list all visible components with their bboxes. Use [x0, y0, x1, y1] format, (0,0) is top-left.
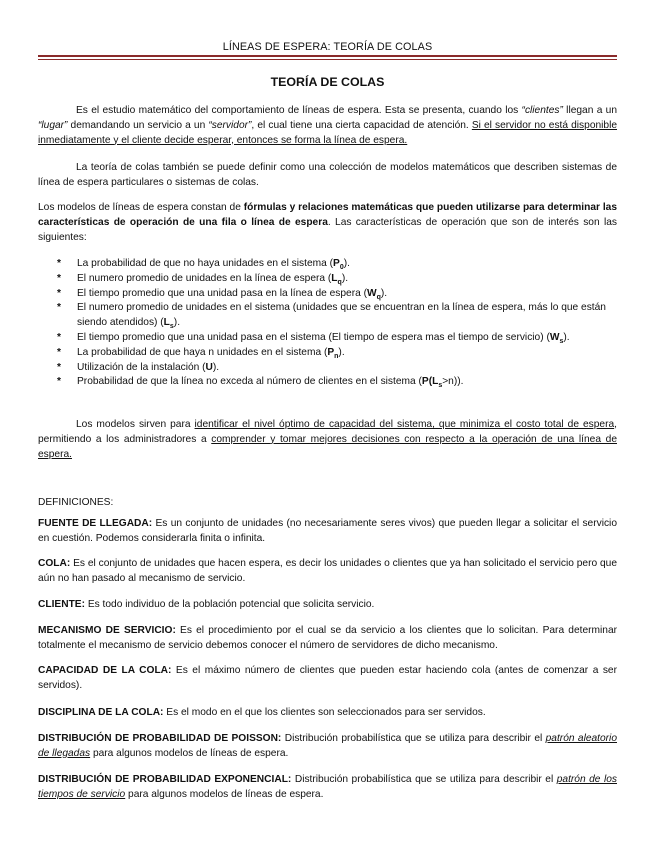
- definition-item: [38, 517, 617, 547]
- symbol: [163, 317, 174, 331]
- text-run: llegan a un: [562, 105, 617, 116]
- symbol: [327, 347, 338, 358]
- symbol-main: L: [163, 317, 170, 329]
- symbol-subscript: s: [169, 323, 174, 331]
- text-run: Es el estudio matemático del comportamiento de líneas de espera. Esta se presenta, cuando los: [76, 105, 522, 116]
- definition-item: [38, 624, 617, 654]
- models-paragraph: [38, 201, 617, 245]
- text-run: , permitiendo a los administradores a: [38, 419, 618, 445]
- list-item: [38, 331, 617, 346]
- definition-text: Es un conjunto de unidades (no necesariamente seres vivos) que pueden llegar a solicitar el servicio en cuestión. Podemos considerarla finita o infinita.: [38, 518, 617, 544]
- symbol-main: P(L: [421, 376, 439, 388]
- list-item: [38, 346, 617, 361]
- symbol: [331, 273, 342, 284]
- symbol-subscript: s: [559, 338, 564, 346]
- list-item: [38, 257, 617, 272]
- item-tail: ).: [212, 361, 220, 373]
- item-tail: ).: [173, 317, 181, 329]
- symbol-subscript: n: [334, 352, 339, 360]
- definition-item: [38, 706, 617, 721]
- item-tail: ).: [563, 331, 570, 343]
- bullet-marker: *: [57, 346, 61, 358]
- characteristics-list: [38, 257, 617, 390]
- definition-term: CAPACIDAD DE LA COLA:: [38, 665, 172, 676]
- symbol-main: L: [331, 272, 338, 284]
- intro-paragraph: [38, 104, 617, 148]
- underlined-text: identificar el nivel óptimo de capacidad del sistema, que minimiza el costo total de espera: [194, 419, 615, 430]
- definition-item: [38, 664, 617, 694]
- symbol: [367, 288, 381, 299]
- page-title: TEORÍA DE COLAS: [270, 75, 385, 89]
- definition-item: [38, 773, 617, 803]
- bullet-marker: *: [57, 361, 61, 373]
- item-tail: ).: [380, 287, 388, 299]
- bullet-marker: *: [57, 376, 61, 388]
- definition-link: patrón aleatorio de llegadas: [38, 733, 617, 759]
- symbol-subscript: q: [376, 293, 381, 301]
- definition-term: DISCIPLINA DE LA COLA:: [38, 707, 164, 718]
- definitions-heading: DEFINICIONES:: [38, 497, 114, 508]
- item-tail: ).: [341, 272, 349, 284]
- definition-item: [38, 557, 617, 587]
- item-text: El numero promedio de unidades en el sistema (unidades que se encuentran en la línea de espera, más lo que están siendo atendidos) (: [77, 302, 606, 329]
- symbol-main: P: [333, 258, 340, 269]
- list-item: [38, 375, 617, 390]
- term-lugar: “lugar”: [38, 119, 68, 131]
- definition-text: Es el procedimiento por el cual se da servicio a los clientes que lo solicitan. Para determinar totalmente el mecanismo de servicio debemos conocer el número de servidores de dicho mecanismo.: [38, 625, 618, 651]
- list-item: [38, 361, 617, 376]
- header-rule-thin: [38, 59, 617, 60]
- definition-text: Es el máximo número de clientes que pueden estar haciendo cola (antes de comenzar a ser servidos).: [38, 665, 617, 691]
- symbol-subscript: s: [438, 382, 443, 390]
- term-servidor: “servidor”: [208, 119, 252, 131]
- item-text: La probabilidad de que haya n unidades en el sistema (: [77, 346, 328, 358]
- symbol: [421, 376, 443, 390]
- header-rule-thick: [38, 55, 617, 57]
- definition-term: COLA:: [38, 558, 71, 569]
- text-run: . Las características de operación que son de interés son las siguientes:: [38, 216, 617, 243]
- symbol-main: P: [327, 346, 335, 358]
- definition-text: Es el conjunto de unidades que hacen espera, es decir los unidades o clientes que ya han solicitado el servicio pero que aún no han pasado al mecanismo de servicio.: [38, 558, 617, 584]
- symbol: [549, 331, 564, 346]
- item-text: El tiempo promedio que una unidad pasa en la línea de espera (: [77, 287, 367, 299]
- definition-text: Distribución probabilística que se utiliza para describir el: [291, 774, 557, 785]
- bullet-marker: *: [57, 331, 61, 343]
- item-text: Utilización de la instalación (: [77, 361, 206, 373]
- definition-text: Distribución probabilística que se utiliza para describir el: [281, 733, 546, 744]
- definition-text: Es todo individuo de la población potencial que solicita servicio.: [84, 599, 375, 610]
- definition-item: [38, 598, 617, 613]
- symbol: [206, 362, 213, 373]
- definition-term: MECANISMO DE SERVICIO:: [38, 625, 176, 636]
- definition-paragraph: La teoría de colas también se puede definir como una colección de modelos matemáticos que describen sistemas de línea de espera particulares o sistemas de colas.: [38, 162, 617, 188]
- item-tail: ).: [343, 258, 350, 269]
- item-text: La probabilidad de que no haya unidades en el sistema (: [77, 258, 334, 269]
- underlined-text: comprender y tomar mejores decisiones con respecto a la operación de una línea de espera.: [38, 433, 617, 460]
- definition-term: DISTRIBUCIÓN DE PROBABILIDAD DE POISSON:: [38, 733, 282, 744]
- text-run: Los modelos sirven para: [76, 419, 195, 430]
- symbol: [333, 258, 344, 272]
- definition-text: Es el modo en el que los clientes son seleccionados para ser servidos.: [163, 707, 486, 718]
- text-run: Los modelos de líneas de espera constan de: [38, 202, 244, 213]
- definition-term: DISTRIBUCIÓN DE PROBABILIDAD EXPONENCIAL:: [38, 774, 292, 785]
- text-run: demandando un servicio a un: [67, 119, 209, 131]
- item-tail: >n)).: [442, 376, 464, 388]
- symbol-subscript: q: [337, 278, 342, 286]
- item-text: Probabilidad de que la línea no exceda al número de clientes en el sistema (: [77, 376, 422, 388]
- definition-text: para algunos modelos de líneas de espera.: [90, 747, 289, 759]
- list-item: [38, 301, 617, 331]
- symbol-subscript: 0: [339, 264, 344, 272]
- definition-term: CLIENTE:: [38, 599, 85, 610]
- underlined-text: Si el servidor no está disponible inmediatamente y el cliente decide esperar, entonces se forma la línea de espera.: [38, 119, 618, 146]
- definition-link: patrón de los tiempos de servicio: [38, 774, 617, 800]
- term-clientes: “clientes”: [521, 105, 563, 116]
- running-header: LÍNEAS DE ESPERA: TEORÍA DE COLAS: [222, 41, 433, 53]
- bold-text: fórmulas y relaciones matemáticas que pueden utilizarse para determinar las características de operación de una fila o línea de espera: [38, 202, 617, 228]
- symbol-main: W: [549, 331, 560, 343]
- definition-term: FUENTE DE LLEGADA:: [38, 518, 153, 529]
- bullet-marker: *: [57, 302, 61, 314]
- bullet-marker: *: [57, 272, 61, 284]
- item-tail: ).: [338, 346, 345, 358]
- bullet-marker: *: [57, 287, 61, 299]
- list-item: [38, 287, 617, 302]
- list-item: [38, 272, 617, 287]
- item-text: El tiempo promedio que una unidad pasa en el sistema (El tiempo de espera mas el tiempo de servicio) (: [77, 331, 550, 343]
- symbol-main: U: [205, 361, 213, 373]
- purpose-paragraph: [38, 418, 617, 462]
- symbol-main: W: [366, 287, 377, 299]
- item-text: El numero promedio de unidades en la línea de espera (: [77, 272, 332, 284]
- definition-text: para algunos modelos de líneas de espera.: [125, 788, 324, 800]
- bullet-marker: *: [57, 258, 61, 269]
- text-run: , el cual tiene una cierta capacidad de atención.: [251, 119, 472, 131]
- definition-item: [38, 732, 617, 762]
